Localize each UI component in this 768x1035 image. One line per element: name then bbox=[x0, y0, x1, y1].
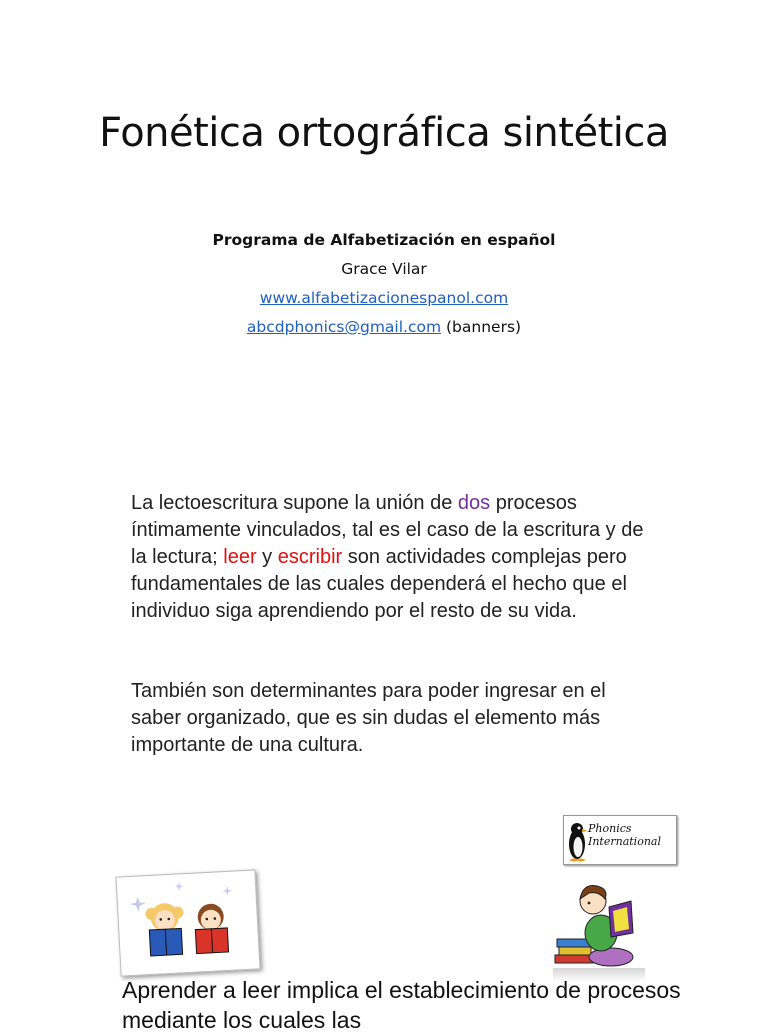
p1-text-3: y bbox=[256, 546, 278, 568]
highlight-leer: leer bbox=[223, 546, 257, 568]
slide-title: Fonética ortográfica sintética bbox=[99, 110, 669, 156]
email-link[interactable]: abcdphonics@gmail.com bbox=[246, 318, 442, 336]
penguin-icon bbox=[564, 816, 590, 864]
boy-reading-illustration bbox=[553, 877, 645, 969]
kids-reading-illustration bbox=[117, 870, 260, 975]
logo-line-2: International bbox=[588, 835, 661, 848]
highlight-escribir: escribir bbox=[277, 546, 343, 568]
website-link[interactable]: www.alfabetizacionespanol.com bbox=[259, 289, 509, 307]
author-name: Grace Vilar bbox=[341, 260, 427, 278]
paragraph-learning: Aprender a leer implica el establecimiento de procesos mediante los cuales las bbox=[122, 977, 681, 1033]
paragraph-culture: También son determinantes para poder ingresar en el saber organizado, que es sin dudas el elemento más importante de una cultura. bbox=[131, 680, 606, 756]
phonics-international-logo bbox=[563, 815, 677, 865]
paragraph-literacy bbox=[131, 490, 651, 625]
p1-text-1: La lectoescritura supone la unión de bbox=[131, 492, 458, 514]
p1-text-2: procesos íntimamente vinculados, tal es el caso de la escritura y de la lectura; bbox=[131, 492, 644, 568]
p1-text-4: son actividades complejas pero fundamentales de las cuales dependerá el hecho que el individuo siga aprendiendo por el resto de su vida. bbox=[131, 546, 627, 622]
program-name: Programa de Alfabetización en español bbox=[212, 231, 556, 249]
highlight-dos: dos bbox=[457, 492, 491, 514]
logo-line-1: Phonics bbox=[588, 822, 632, 835]
kids-reading-image bbox=[115, 869, 260, 976]
subtitle-block bbox=[0, 226, 768, 342]
email-suffix: (banners) bbox=[441, 318, 522, 336]
